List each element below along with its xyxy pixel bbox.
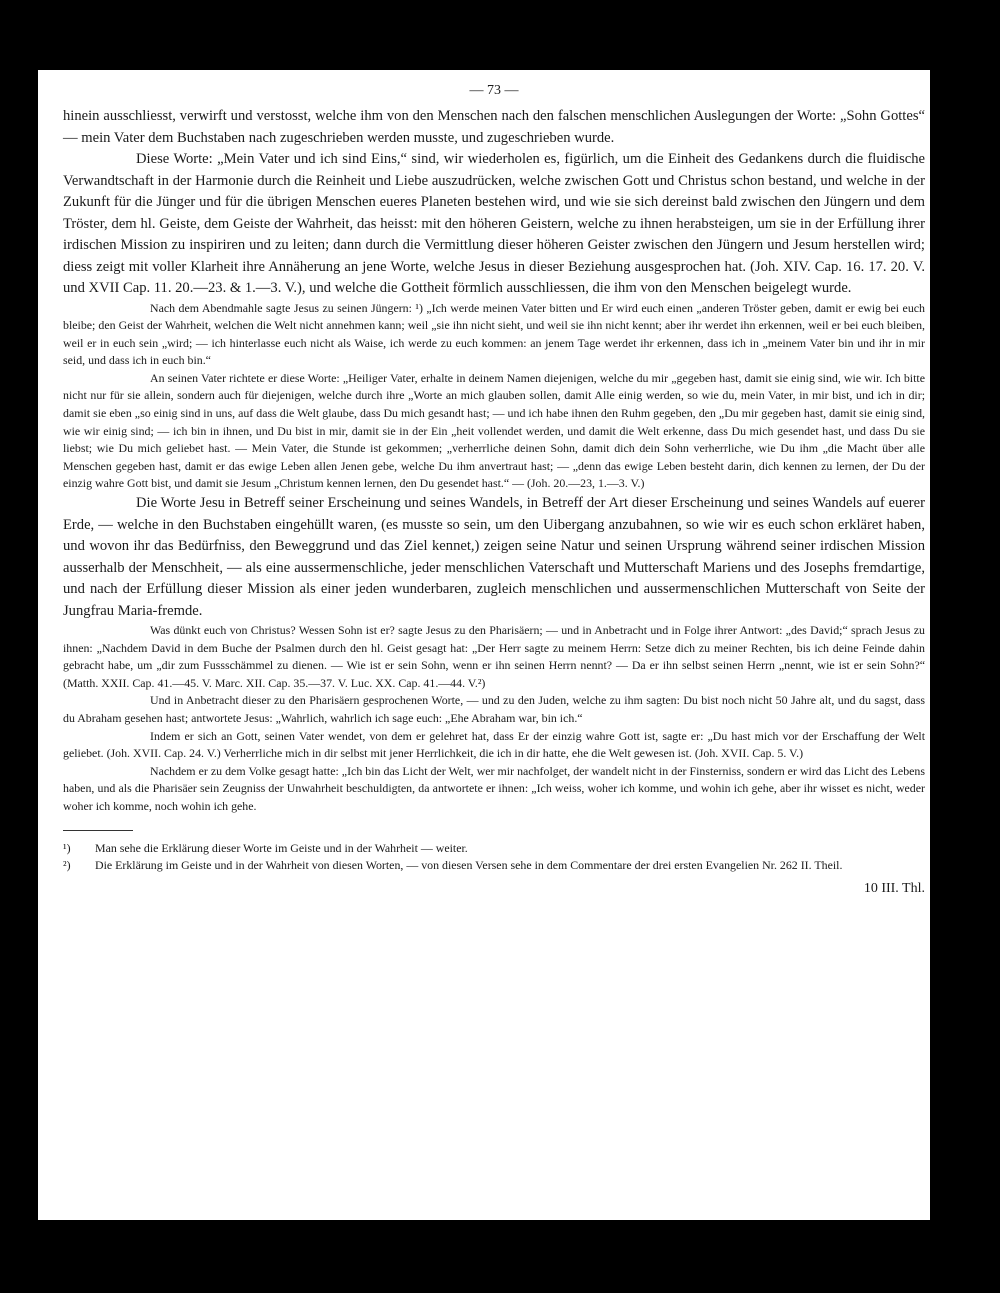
quotation-paragraph: Nachdem er zu dem Volke gesagt hatte: „Ich bin das Licht der Welt, wer mir nachfolget, der wandelt nicht in der Finsterniss, sondern er wird das Licht des Lebens haben, und als die Pharisäer sein Zeugniss der Unwahrheit beschuldigten, da antwortete er ihnen: „Ich weiss, woher ich komme, und wohin ich gehe, aber ihr wisset es nicht, weder woher ich komme, noch wohin ich gehe. (63, 763, 925, 813)
footnote-mark: ¹) (63, 840, 71, 855)
paragraph: Die Worte Jesu in Betreff seiner Erscheinung und seines Wandels, in Betreff der Art dieser Erscheinung und seines Wandels auf euerer Erde, — welche in den Buchstaben eingehüllt waren, (es musste so sein, um den Uibergang anzubahnen, so wie wir es euch schon erkläret haben, und wovon ihr das Bedürfniss, den Beweggrund und das Ziel kennet,) zeigen seine Natur und seinen Ursprung während seiner irdischen Mission ausserhalb der Menschheit, — als eine aussermenschliche, jeder menschlichen Vaterschaft und Mutterschaft Mariens und des Josephs fremdartige, und nach der Erfüllung dieser Mission als einer jeden wunderbaren, zugleich menschlichen und aussermenschlichen Mutterschaft von Seite der Jungfrau Maria-fremde. (63, 495, 925, 619)
footnote (63, 840, 925, 857)
document-page (38, 70, 930, 1220)
paragraph: hinein ausschliesst, verwirft und verstosst, welche ihm von den Menschen nach den falschen menschlichen Auslegungen der Worte: „Sohn Gottes“ — mein Vater dem Buchstaben nach zugeschrieben werden musste, und zugeschrieben wurde. (63, 108, 925, 146)
footnote (63, 857, 925, 874)
footnote-text: Die Erklärung im Geiste und in der Wahrheit von diesen Worten, — von diesen Versen sehe in dem Commentare der drei ersten Evangelien Nr. 262 II. Theil. (95, 857, 843, 872)
paragraph: Diese Worte: „Mein Vater und ich sind Eins,“ sind, wir wiederholen es, figürlich, um die Einheit des Gedankens durch die fluidische Verwandtschaft in der Harmonie durch die Reinheit und Liebe auszudrücken, welche zwischen Gott und Christus schon bestand, und welche in der Zukunft für die Jünger und für die übrigen Menschen eueres Planeten bestehen wird, und wie sie sich dereinst bald zwischen den Jüngern und dem Tröster, dem hl. Geiste, dem Geiste der Wahrheit, das heisst: mit den höheren Geistern, welche zu ihnen herabsteigen, um sie in der Erfüllung ihrer irdischen Mission zu inspiriren und zu leiten; dann durch die Vermittlung dieser höheren Geister zwischen den Jüngern und Jesum herstellen wird; diess zeigt mit voller Klarheit ihre Annäherung an jene Worte, welche Jesus in dieser Beziehung ausgesprochen hat. (Joh. XIV. Cap. 16. 17. 20. V. und XVII Cap. 11. 20.—23. & 1.—3. V.), und welche die Gottheit förmlich ausschliessen, die ihm von den Menschen beigelegt wurde. (63, 151, 925, 296)
quotation-paragraph: Indem er sich an Gott, seinen Vater wendet, von dem er gelehret hat, dass Er der einzig wahre Gott ist, sagte er: „Du hast mich vor der Erschaffung der Welt geliebet. (Joh. XVII. Cap. 24. V.) Verherrliche mich in dir selbst mit jener Herrlichkeit, die ich in dir hatte, ehe die Welt gewesen ist. (Joh. XVII. Cap. 5. V.) (63, 728, 925, 761)
quotation-paragraph: Und in Anbetracht dieser zu den Pharisäern gesprochenen Worte, — und zu den Juden, welche zu ihm sagten: Du bist noch nicht 50 Jahre alt, und du sagst, dass du Abraham gesehen hast; antwortete Jesus: „Wahrlich, wahrlich ich sage euch: „Ehe Abraham war, bin ich.“ (63, 693, 925, 725)
page-number: — 73 — (469, 83, 519, 98)
quotation-paragraph: Was dünkt euch von Christus? Wessen Sohn ist er? sagte Jesus zu den Pharisäern; — und in Anbetracht und in Folge ihrer Antwort: „des David;“ sprach Jesus zu ihnen: „Nachdem David in dem Buche der Psalmen durch den hl. Geist gesagt hat: „Der Herr sagte zu meinem Herrn: Setze dich zu meiner Rechten, bis ich deine Feinde dahin gebracht habe, um „dir zum Fussschämmel zu dienen. — Wie ist er sein Sohn, wenn er ihn seinen Herrn nennt? — Da er ihn selbst seinen Herrn „nennt, wie ist er sein Sohn?“ (Matth. XXII. Cap. 41.—45. V. Marc. XII. Cap. 35.—37. V. Luc. XX. Cap. 41.—44. V.²) (63, 623, 925, 690)
footnote-divider (63, 830, 133, 831)
footnote-mark: ²) (63, 857, 71, 872)
quotation-paragraph: Nach dem Abendmahle sagte Jesus zu seinen Jüngern: ¹) „Ich werde meinen Vater bitten und Er wird euch einen „anderen Tröster geben, damit er ewig bei euch bleibe; den Geist der Wahrheit, welchen die Welt nicht annehmen kann; weil „sie ihn nicht sieht, und weil sie ihn nicht kennt; aber ihr werdet ihn erkennen, weil er bei euch bleiben, weil er in euch sein „wird; — ich hinterlasse euch nicht als Waise, ich werde zu euch kommen: an jenem Tage werdet ihr erkennen, dass ich in „meinem Vater bin und ihr in mir seid, und dass ich in euch bin.“ (63, 300, 925, 368)
quotation-paragraph: An seinen Vater richtete er diese Worte: „Heiliger Vater, erhalte in deinem Namen diejenigen, welche du mir „gegeben hast, damit sie einig sind, wie wir. Ich bitte nicht nur für sie allein, sondern auch für diejenigen, welche durch ihre „Worte an mich glauben sollen, damit Alle einig werden, so wie du, mein Vater, in mir bist, und ich in dir; damit sie eben „so einig sind in uns, auf dass die Welt glaube, dass Du mich gesandt hast; — und ich habe ihnen den Ruhm gegeben, den „Du mir gegeben hast, damit sie einig sind, wie wir einig sind; — ich bin in ihnen, und Du bist in mir, damit sie in der Ein „heit vollendet werden, und damit die Welt erkenne, dass Du mich gesendet hast, und dass Du sie liebst; wie Du mich geliebet hast. — Mein Vater, die Stunde ist gekommen; „verherrliche deinen Sohn, damit dich dein Sohn verherrliche, wie Du ihm „die Macht über alle Menschen gegeben hast, damit er das ewige Leben allen Jenen gebe, welche Du ihm anvertraut hast; — „denn das ewige Leben besteht darin, dich kennen zu lernen, der Du der einzig wahre Gott bist, und damit sie Jesum „Christum kennen lernen, den Du gesendet hast.“ — (Joh. 20.—23, 1.—3. V.) (63, 370, 925, 491)
footnote-text: Man sehe die Erklärung dieser Worte im Geiste und in der Wahrheit — weiter. (95, 840, 468, 855)
page-content (63, 82, 925, 899)
printer-signature: 10 III. Thl. (863, 880, 925, 896)
